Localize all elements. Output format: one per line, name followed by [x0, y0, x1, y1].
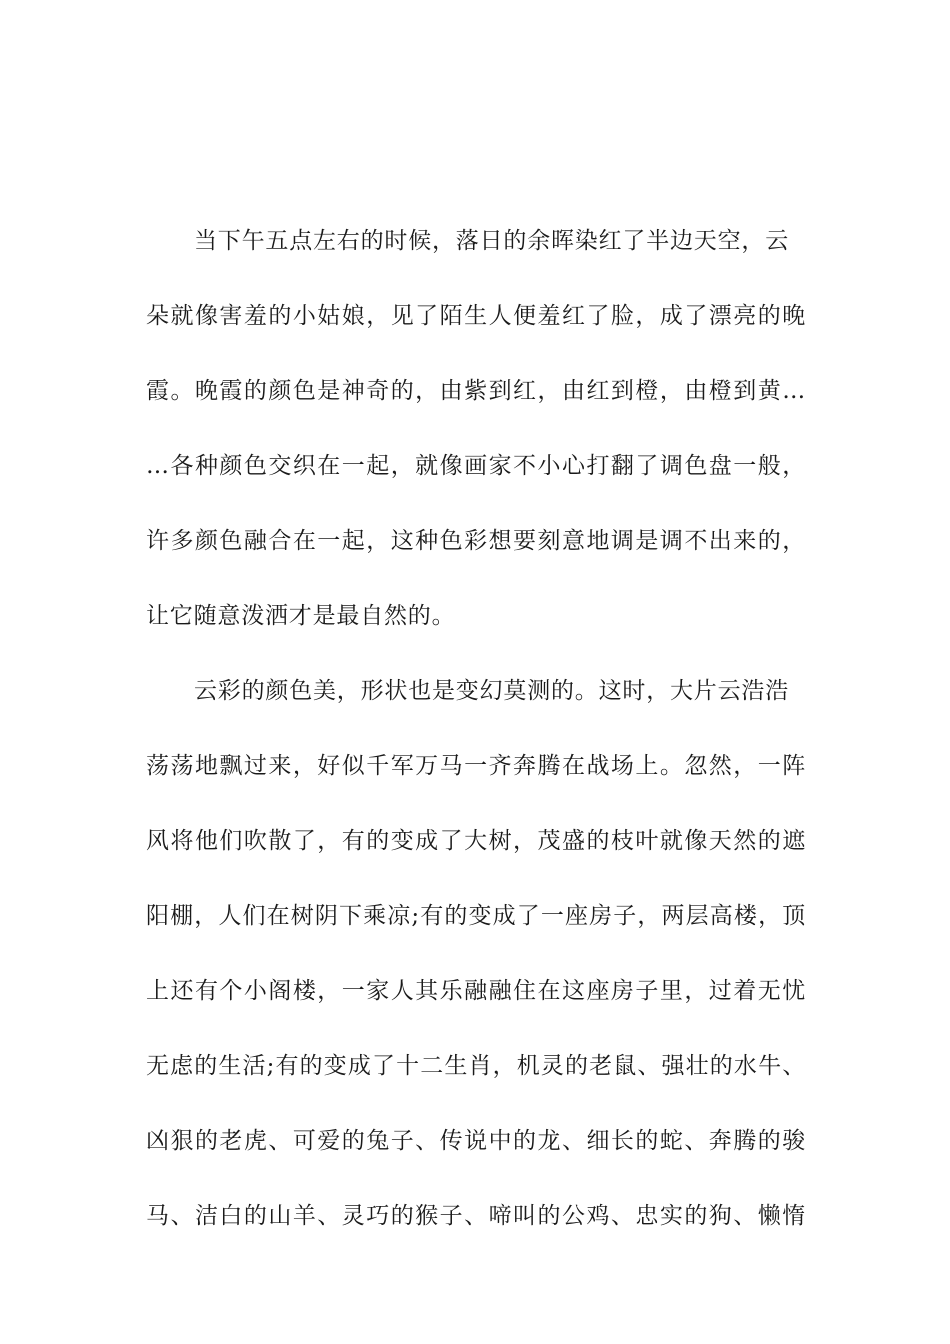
body-text: [146, 204, 806, 1254]
paragraph-1-line-6: 让它随意泼洒才是最自然的。: [146, 603, 456, 629]
paragraph-1-line-1: 当下午五点左右的时候，落日的余晖染红了半边天空，云: [194, 228, 789, 254]
paragraph-2-line-4: 阳棚，人们在树阴下乘凉;有的变成了一座房子，两层高楼，顶: [146, 903, 806, 929]
paragraph-2-line-8: 马、洁白的山羊、灵巧的猴子、啼叫的公鸡、忠实的狗、懒惰: [146, 1203, 806, 1229]
paragraph-1-line-4: …各种颜色交织在一起，就像画家不小心打翻了调色盘一般，: [146, 453, 806, 479]
paragraph-2-line-2: 荡荡地飘过来，好似千军万马一齐奔腾在战场上。忽然，一阵: [146, 753, 806, 779]
paragraph-1-line-3: 霞。晚霞的颜色是神奇的，由紫到红，由红到橙，由橙到黄…: [146, 378, 806, 404]
paragraph-2-line-7: 凶狠的老虎、可爱的兔子、传说中的龙、细长的蛇、奔腾的骏: [146, 1128, 806, 1154]
paragraph-2-line-1: 云彩的颜色美，形状也是变幻莫测的。这时，大片云浩浩: [194, 678, 789, 704]
paragraph-1-line-5: 许多颜色融合在一起，这种色彩想要刻意地调是调不出来的，: [146, 528, 806, 554]
paragraph-2-line-3: 风将他们吹散了，有的变成了大树，茂盛的枝叶就像天然的遮: [146, 828, 806, 854]
paragraph-2-line-6: 无虑的生活;有的变成了十二生肖，机灵的老鼠、强壮的水牛、: [146, 1053, 806, 1079]
paragraph-1-line-2: 朵就像害羞的小姑娘，见了陌生人便羞红了脸，成了漂亮的晚: [146, 303, 806, 329]
paragraph-2-line-5: 上还有个小阁楼，一家人其乐融融住在这座房子里，过着无忧: [146, 978, 806, 1004]
